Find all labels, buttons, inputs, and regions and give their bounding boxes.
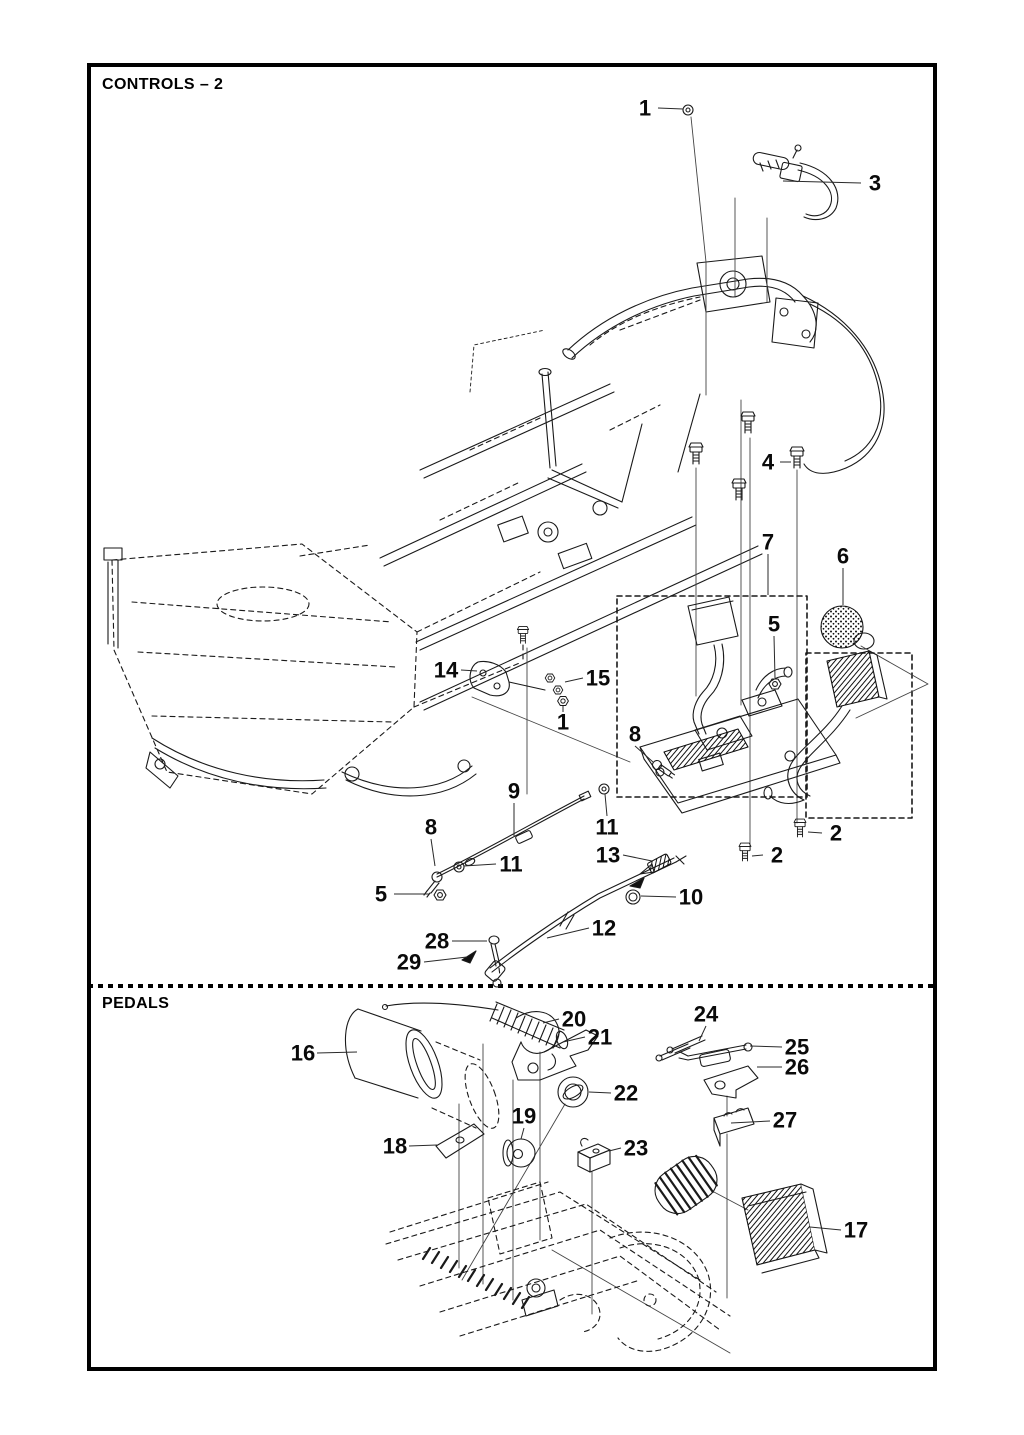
callout-leader-10 xyxy=(641,896,676,897)
callout-leader-24 xyxy=(699,1026,706,1041)
callout-11: 11 xyxy=(595,814,619,840)
callout-leader-16 xyxy=(317,1052,357,1053)
part-15-fasteners xyxy=(545,674,568,706)
phantom-floor-assembly xyxy=(386,1182,730,1351)
callout-22: 22 xyxy=(613,1080,639,1106)
callout-21: 21 xyxy=(587,1024,613,1050)
part-17-pedal-pad xyxy=(742,1184,827,1273)
callout-14: 14 xyxy=(433,657,459,683)
callout-leader-1 xyxy=(658,108,683,109)
callout-27: 27 xyxy=(772,1107,798,1133)
callout-8: 8 xyxy=(628,721,642,747)
part-23-clip xyxy=(578,1138,610,1172)
part-22-grommet xyxy=(558,1077,588,1107)
section-title-pedals: PEDALS xyxy=(102,995,170,1012)
callout-leader-29 xyxy=(424,957,467,962)
part-16-grip-tube xyxy=(345,1009,505,1132)
callout-leader-22 xyxy=(589,1092,611,1093)
callout-leader-2 xyxy=(808,832,822,833)
callout-11: 11 xyxy=(499,851,523,877)
callout-12: 12 xyxy=(591,915,617,941)
section-title-controls: CONTROLS – 2 xyxy=(102,76,224,93)
callout-leader-18 xyxy=(409,1145,437,1146)
callout-5: 5 xyxy=(374,881,388,907)
callout-18: 18 xyxy=(382,1133,408,1159)
callout-leader-2 xyxy=(752,855,763,856)
callout-24: 24 xyxy=(693,1001,719,1027)
callout-layer xyxy=(291,96,881,1243)
part-20-spring xyxy=(383,1002,570,1050)
callout-leader-8 xyxy=(431,839,435,866)
part-4-bolts xyxy=(689,412,804,500)
callout-leader-5 xyxy=(774,636,775,678)
callout-3: 3 xyxy=(868,170,882,196)
callout-8: 8 xyxy=(424,814,438,840)
callout-28: 28 xyxy=(424,928,450,954)
callout-leader-13 xyxy=(623,855,652,861)
frame-wireframe xyxy=(300,256,884,710)
part-24-cotter-pins xyxy=(656,1036,705,1061)
callout-13: 13 xyxy=(595,842,621,868)
callout-26: 26 xyxy=(784,1054,810,1080)
callout-19: 19 xyxy=(511,1103,537,1129)
callout-23: 23 xyxy=(623,1135,649,1161)
pedal-group-boxes xyxy=(617,596,912,818)
callout-leader-19 xyxy=(521,1128,524,1139)
part-1-nut-top xyxy=(683,105,693,115)
callout-10: 10 xyxy=(678,884,704,910)
pedal-assembly xyxy=(640,597,840,813)
callout-leader-27 xyxy=(731,1121,770,1123)
callout-6: 6 xyxy=(836,543,850,569)
callout-1: 1 xyxy=(638,95,652,121)
part-6-pedal-pad-small xyxy=(827,651,887,707)
callout-leader-25 xyxy=(750,1046,782,1047)
part-26-bracket xyxy=(704,1066,758,1098)
part-23-ribbed-grip xyxy=(647,1149,725,1222)
callout-leader-23 xyxy=(609,1148,621,1151)
callout-20: 20 xyxy=(561,1006,587,1032)
callout-leader-12 xyxy=(547,928,589,938)
part-27-block xyxy=(714,1108,754,1146)
part-5-nut-left xyxy=(434,890,446,900)
callout-25: 25 xyxy=(784,1034,810,1060)
callout-2: 2 xyxy=(829,820,843,846)
callout-17: 17 xyxy=(843,1217,869,1243)
callout-29: 29 xyxy=(396,949,422,975)
callout-leader-14 xyxy=(461,670,477,671)
callout-5: 5 xyxy=(767,611,781,637)
callout-leader-15 xyxy=(565,678,583,682)
chassis-pan xyxy=(104,544,540,796)
callout-16: 16 xyxy=(290,1040,316,1066)
callout-1: 1 xyxy=(556,709,570,735)
callout-7: 7 xyxy=(761,529,775,555)
callout-leader-11 xyxy=(605,794,607,816)
callout-4: 4 xyxy=(761,449,775,475)
callout-2: 2 xyxy=(770,842,784,868)
part-9-cable xyxy=(437,784,609,877)
part-18-bar xyxy=(436,1124,484,1158)
callout-15: 15 xyxy=(585,665,611,691)
callout-9: 9 xyxy=(507,778,521,804)
